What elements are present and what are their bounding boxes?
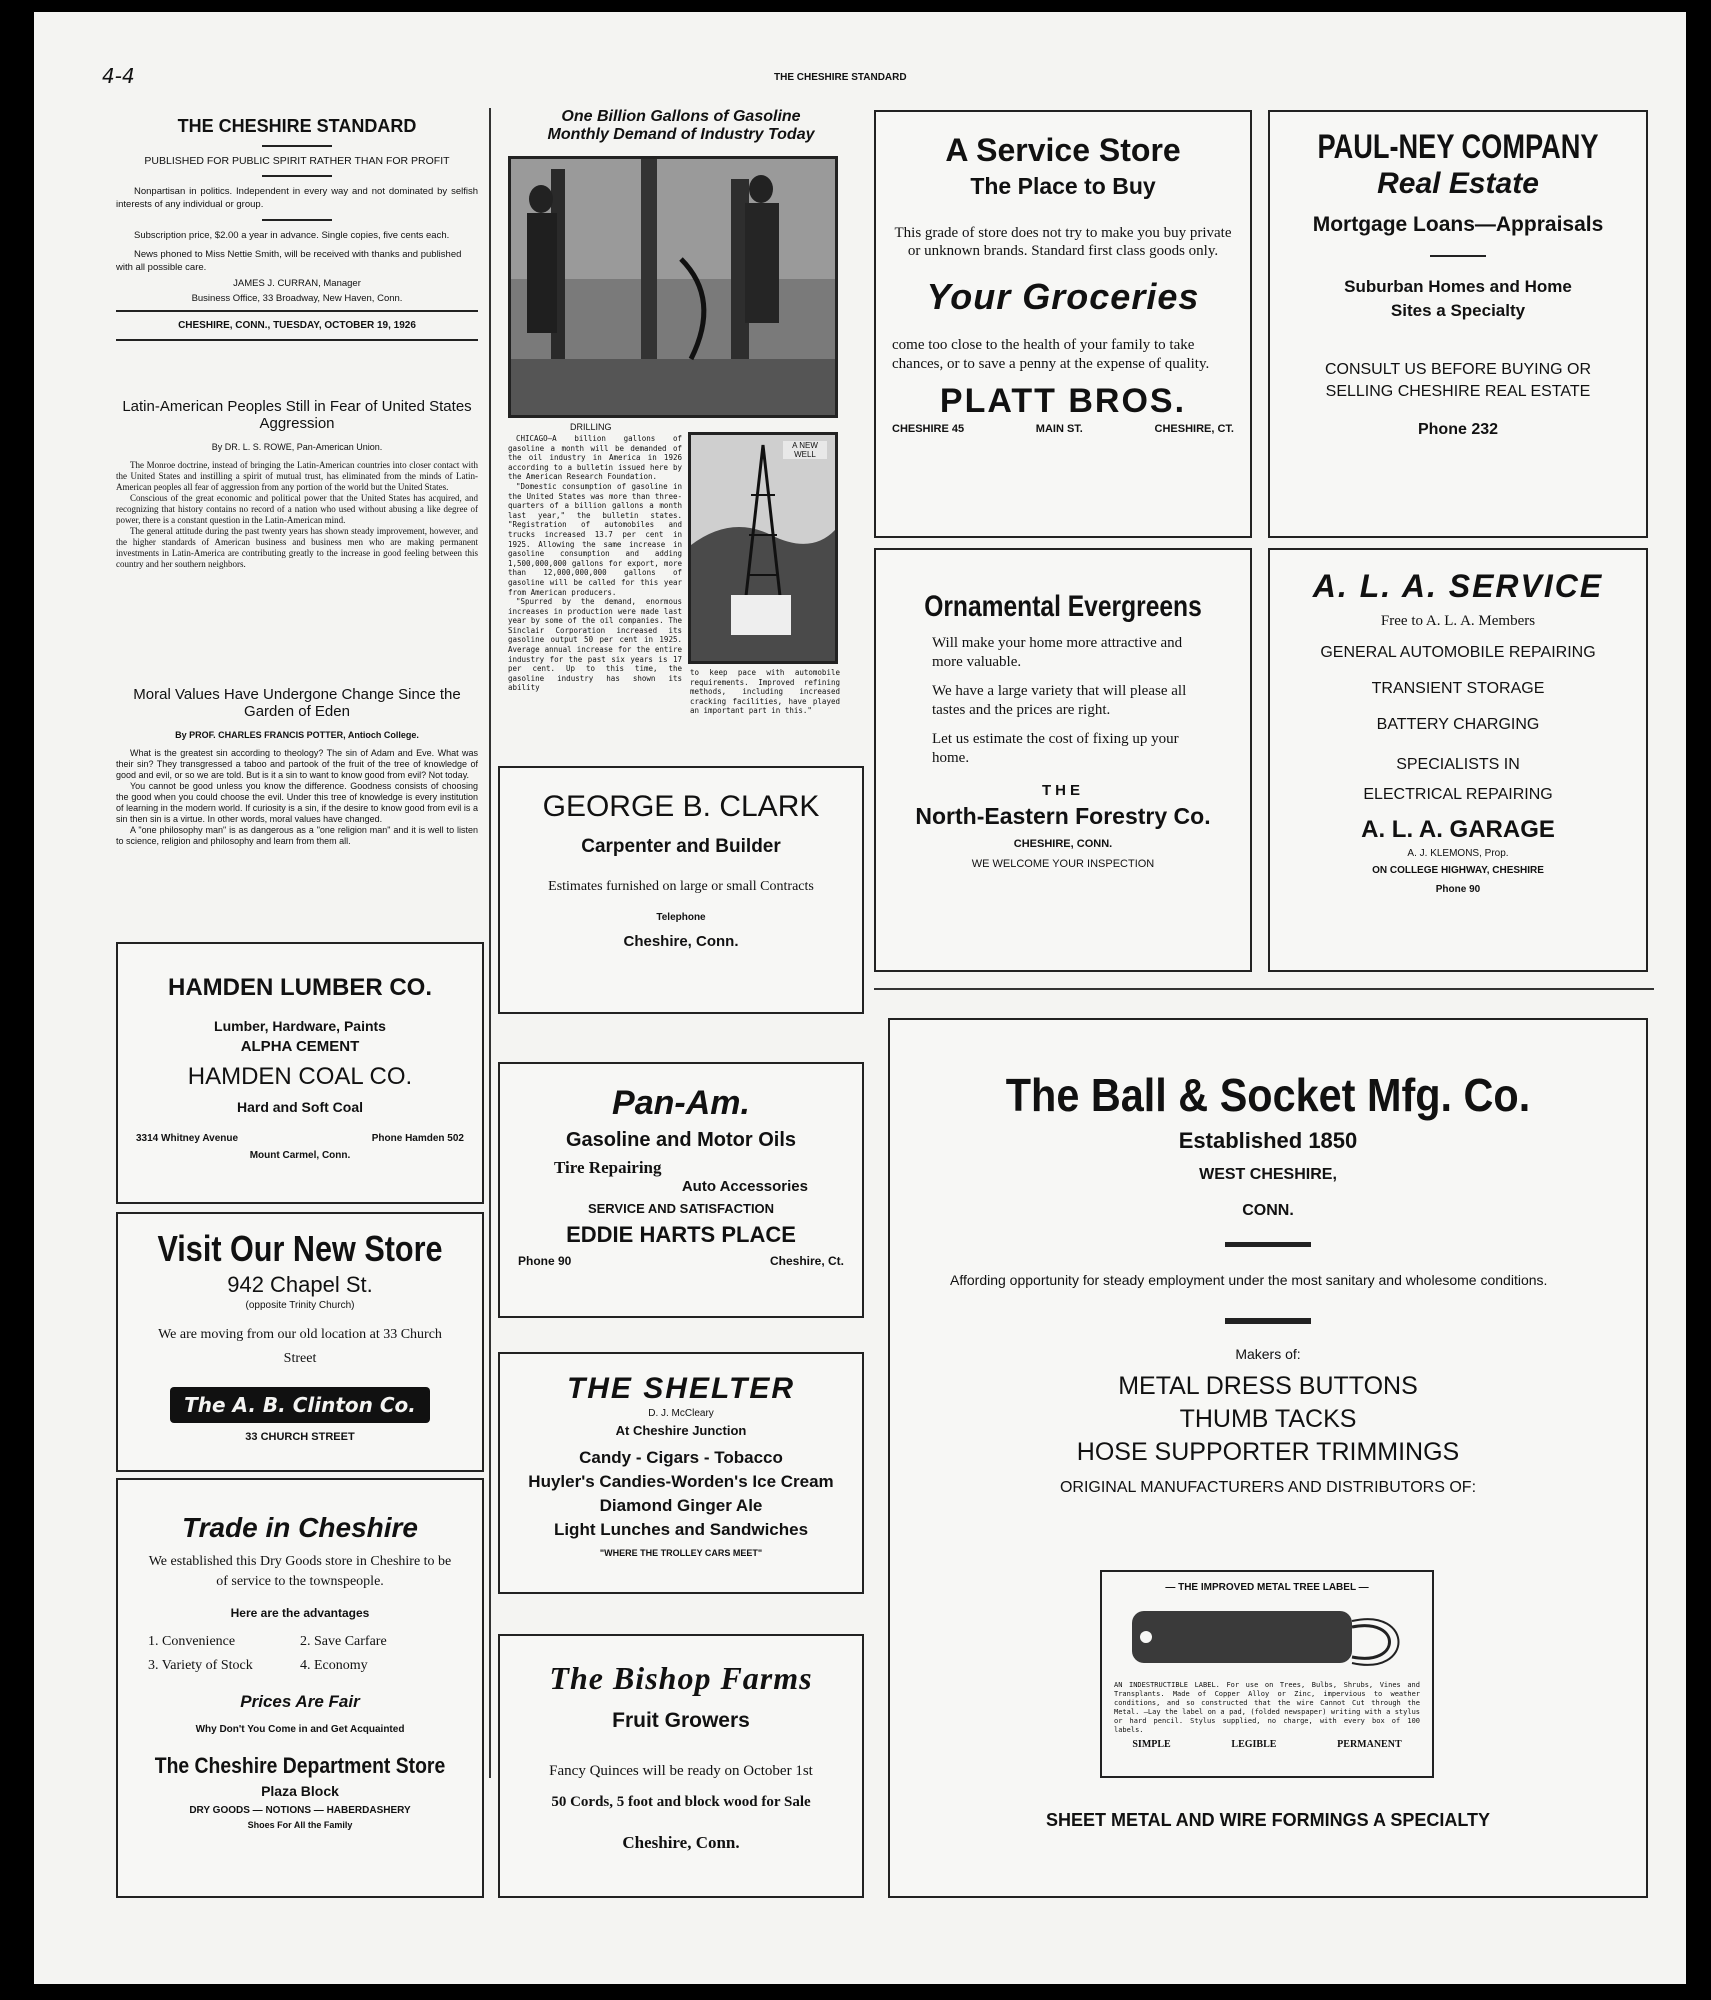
ad-title: A. L. A. SERVICE bbox=[1312, 568, 1604, 604]
article-body bbox=[508, 434, 682, 693]
ad-text: We established this Dry Goods store in Cheshire to be of service to the townspeople. bbox=[148, 1554, 452, 1589]
new-well-photo-image bbox=[691, 435, 835, 661]
ad-george-clark bbox=[498, 766, 864, 1014]
tree-label-icon bbox=[1102, 1597, 1432, 1677]
ad-company: North-Eastern Forestry Co. bbox=[915, 803, 1211, 829]
ad-title: The Bishop Farms bbox=[549, 1660, 813, 1696]
masthead-title: THE CHESHIRE STANDARD bbox=[177, 116, 417, 136]
newspaper-page bbox=[34, 12, 1686, 1984]
ad-address: 942 Chapel St. bbox=[227, 1272, 373, 1297]
article-byline: By PROF. CHARLES FRANCIS POTTER, Antioch College. bbox=[175, 730, 419, 740]
ad-text: Will make your home more attractive and more valuable. bbox=[932, 635, 1183, 670]
dateline: CHESHIRE, CONN., TUESDAY, OCTOBER 19, 1926 bbox=[178, 320, 416, 331]
ad-line: Established 1850 bbox=[1178, 1128, 1358, 1153]
article-moral-values bbox=[116, 686, 478, 847]
masthead-motto: PUBLISHED FOR PUBLIC SPIRIT RATHER THAN FOR PROFIT bbox=[144, 155, 450, 167]
ad-service-store bbox=[874, 110, 1252, 538]
ad-line: Plaza Block bbox=[261, 1783, 339, 1799]
article-byline: By DR. L. S. ROWE, Pan-American Union. bbox=[211, 442, 383, 452]
article-headline: Moral Values Have Undergone Change Since the Garden of Eden bbox=[133, 686, 461, 720]
ad-line: Huyler's Candies-Worden's Ice Cream bbox=[528, 1472, 834, 1491]
ad-town: CHESHIRE, CONN. bbox=[1013, 838, 1113, 850]
ad-address: 3314 Whitney Avenue bbox=[136, 1133, 239, 1144]
service-item: SPECIALISTS IN ELECTRICAL REPAIRING bbox=[1363, 756, 1553, 803]
ad-line: Hard and Soft Coal bbox=[236, 1099, 363, 1115]
article-paragraph: "Domestic consumption of gasoline in the United States was more than three-quarters of a billion gallons a month last year," the bulletin states. "Registration of automobiles and trucks increased 13.7 per cent in 1925. Allowing the same increase in gasoline consumption and adding 1,500,000,000 gallons for export, more than 12,000,000,000 gallons of gasoline will be called for this year from American producers. bbox=[508, 481, 682, 597]
ad-owner: D. J. McCleary bbox=[648, 1408, 714, 1419]
ad-line: WE WELCOME YOUR INSPECTION bbox=[971, 858, 1155, 870]
ad-title: THE SHELTER bbox=[566, 1372, 796, 1405]
drilling-photo-image bbox=[511, 159, 835, 415]
ad-line: DRY GOODS — NOTIONS — HABERDASHERY bbox=[189, 1805, 411, 1816]
ad-town: Mount Carmel, Conn. bbox=[249, 1150, 351, 1161]
drilling-photo bbox=[508, 156, 838, 418]
ad-footer: SHEET METAL AND WIRE FORMINGS A SPECIALTY bbox=[1045, 1810, 1490, 1830]
ad-title: Pan-Am. bbox=[612, 1084, 750, 1122]
ad-line: Why Don't You Come in and Get Acquainted bbox=[195, 1724, 405, 1735]
tree-label-box bbox=[1100, 1570, 1434, 1778]
ad-title: A Service Store bbox=[945, 132, 1181, 168]
ad-line: WEST CHESHIRE, bbox=[1199, 1166, 1337, 1183]
ad-town: Cheshire, Conn. bbox=[622, 1833, 740, 1852]
ad-text: This grade of store does not try to make you buy private or unknown brands. Standard first class goods only. bbox=[894, 225, 1232, 259]
divider bbox=[1225, 1242, 1311, 1247]
column-rule bbox=[489, 108, 491, 1778]
ad-phone: CHESHIRE 45 bbox=[892, 423, 965, 435]
divider bbox=[116, 339, 478, 341]
ad-line: CONSULT US BEFORE BUYING OR SELLING CHESHIRE REAL ESTATE bbox=[1324, 361, 1592, 400]
ad-text: We are moving from our old location at 33 Church Street bbox=[158, 1327, 442, 1366]
ad-phone: Phone 90 bbox=[518, 1254, 572, 1268]
label-word: SIMPLE bbox=[1132, 1739, 1171, 1750]
ad-line: THE bbox=[1042, 782, 1084, 799]
ad-line: Shoes For All the Family bbox=[247, 1820, 353, 1830]
office-address: Business Office, 33 Broadway, New Haven, Conn. bbox=[191, 293, 403, 304]
ad-line: Gasoline and Motor Oils bbox=[565, 1129, 797, 1151]
ad-line: At Cheshire Junction bbox=[615, 1423, 747, 1438]
ad-line: Candy - Cigars - Tobacco bbox=[579, 1448, 783, 1467]
ad-title: Visit Our New Store bbox=[157, 1228, 443, 1269]
ad-brand: PLATT BROS. bbox=[939, 382, 1187, 420]
label-word: PERMANENT bbox=[1337, 1739, 1402, 1750]
running-head: THE CHESHIRE STANDARD bbox=[774, 72, 907, 83]
photo-caption: A NEW WELL bbox=[783, 441, 827, 459]
ad-text: Let us estimate the cost of fixing up your home. bbox=[932, 731, 1179, 766]
ad-text: We have a large variety that will please all tastes and the prices are right. bbox=[932, 683, 1187, 718]
divider bbox=[116, 310, 478, 312]
article-paragraph: "Spurred by the demand, enormous increases in production were made last year by some of the oil companies. The Sinclair Corporation increased its gasoline output 50 per cent in 1925. Average annual increase for the entire industry for the past six years is 17 per cent. Up to this time, the gasoline industry has shown its ability bbox=[508, 597, 682, 693]
ad-street: MAIN ST. bbox=[1035, 423, 1083, 435]
ad-hamden-lumber bbox=[116, 942, 484, 1204]
article-headline: Latin-American Peoples Still in Fear of United States Aggression bbox=[122, 398, 472, 432]
ad-line: Diamond Ginger Ale bbox=[599, 1496, 763, 1515]
ad-street: 33 CHURCH STREET bbox=[245, 1431, 355, 1443]
article-headline: Monthly Demand of Industry Today bbox=[547, 126, 815, 143]
ad-phone: Phone Hamden 502 bbox=[371, 1133, 464, 1144]
ad-line: Light Lunches and Sandwiches bbox=[553, 1520, 809, 1539]
ad-line: ON COLLEGE HIGHWAY, CHESHIRE bbox=[1372, 865, 1544, 876]
article-paragraph: What is the greatest sin according to theology? The sin of Adam and Eve. What was their sin? They transgressed a taboo and partook of the fruit of the tree of knowledge of good and evil, or so we are told. But is it a sin to want to know good from evil? Not today. bbox=[116, 748, 478, 780]
service-item: TRANSIENT STORAGE bbox=[1371, 680, 1545, 697]
ad-title: PAUL-NEY COMPANY bbox=[1317, 128, 1599, 166]
article-paragraph: You cannot be good unless you know the difference. Goodness consists of choosing the good when you could choose the evil. Under this tree of knowledge is every institution of learning in the modern world. If curiosity is a sin, if the desire to know good from evil is a sin then sin is a virtue. In other words, moral values have changed. bbox=[116, 781, 478, 824]
article-headline: One Billion Gallons of Gasoline bbox=[561, 108, 801, 125]
ad-text: come too close to the health of your family to take chances, or to save a penny at the expense of quality. bbox=[892, 337, 1210, 372]
ad-line: Makers of: bbox=[1235, 1346, 1301, 1362]
divider bbox=[1225, 1318, 1311, 1324]
manager-name: JAMES J. CURRAN, Manager bbox=[233, 278, 361, 289]
product-item: THUMB TACKS bbox=[1179, 1405, 1357, 1433]
ad-line: Mortgage Loans—Appraisals bbox=[1312, 213, 1604, 236]
article-paragraph: The Monroe doctrine, instead of bringing the Latin-American countries into closer contact with the United States and instilling a spirit of mutual trust, has eliminated from the minds of Latin-American peoples all fear of aggression from any portion of the world but the United States. bbox=[116, 460, 478, 492]
photo-caption: DRILLING bbox=[570, 422, 612, 432]
ad-line: Tire Repairing bbox=[554, 1158, 662, 1177]
section-rule bbox=[874, 988, 1654, 990]
product-item: HOSE SUPPORTER TRIMMINGS bbox=[1076, 1438, 1460, 1466]
ad-town: Cheshire, Conn. bbox=[623, 933, 739, 950]
ad-garage: A. L. A. GARAGE bbox=[1361, 816, 1555, 843]
ad-town: CHESHIRE, CT. bbox=[1154, 423, 1234, 435]
article-latin-america bbox=[116, 398, 478, 570]
divider bbox=[262, 219, 332, 221]
advantage-item: 1. Convenience bbox=[148, 1634, 236, 1649]
ad-title: GEORGE B. CLARK bbox=[542, 790, 820, 823]
subscription-text: Subscription price, $2.00 a year in advance. Single copies, five cents each. bbox=[134, 230, 450, 241]
ad-paul-ney bbox=[1268, 110, 1648, 538]
label-word: LEGIBLE bbox=[1231, 1739, 1277, 1750]
article-paragraph: Conscious of the great economic and political power that the United States has acquired, and recognizing that history contains no record of a nation who used without abusing a like degree of power, there is a constant question in the Latin-American mind. bbox=[116, 493, 478, 525]
ad-line: CONN. bbox=[1242, 1202, 1294, 1219]
ad-pan-am bbox=[498, 1062, 864, 1318]
clinton-logo: The A. B. Clinton Co. bbox=[170, 1387, 430, 1423]
ad-line: ALPHA CEMENT bbox=[240, 1038, 360, 1055]
advantage-item: 2. Save Carfare bbox=[300, 1634, 387, 1649]
ad-subtitle: The Place to Buy bbox=[970, 173, 1156, 199]
article-paragraph: CHICAGO—A billion gallons of gasoline a month will be demanded of the oil industry in America in 1926 according to a bulletin issued here by the American Research Foundation. bbox=[508, 434, 682, 482]
advantage-item: 3. Variety of Stock bbox=[148, 1658, 253, 1673]
ad-trade-cheshire bbox=[116, 1478, 484, 1898]
ad-line: Telephone bbox=[656, 912, 706, 923]
ad-title: The Ball & Socket Mfg. Co. bbox=[1005, 1069, 1531, 1121]
tree-label-text: AN INDESTRUCTIBLE LABEL. For use on Trees, Bulbs, Shrubs, Vines and Transplants. Made of Copper Alloy or Zinc, impervious to weather conditions, and so constructed that the wire Cannot Cut through the Metal. —Lay the label on a pad, (folded newspaper) writing with a stylus or hard pencil. Stylus supplied, no charge, with every box of 100 labels. bbox=[1114, 1681, 1420, 1734]
ad-line: 50 Cords, 5 foot and block wood for Sale bbox=[551, 1794, 811, 1810]
ad-phone: Phone 90 bbox=[1435, 884, 1481, 895]
ad-bishop-farms bbox=[498, 1634, 864, 1898]
ad-slogan: "WHERE THE TROLLEY CARS MEET" bbox=[599, 1548, 763, 1558]
ad-subhead: Here are the advantages bbox=[230, 1606, 370, 1620]
tree-label-title: — THE IMPROVED METAL TREE LABEL — bbox=[1165, 1582, 1369, 1593]
ad-evergreens bbox=[874, 548, 1252, 972]
product-item: METAL DRESS BUTTONS bbox=[1118, 1372, 1418, 1400]
article-paragraph: The general attitude during the past twenty years has shown steady improvement, however, and the higher standards of American business and business men who are making permanent investments in Latin-America are contributing greatly to the increase in good feeling between this country and her southern neighbors. bbox=[116, 526, 478, 569]
ad-title: Trade in Cheshire bbox=[181, 1512, 418, 1543]
divider bbox=[262, 175, 332, 177]
masthead bbox=[116, 108, 478, 341]
ad-clinton bbox=[116, 1212, 484, 1472]
ad-line: Lumber, Hardware, Paints bbox=[214, 1018, 386, 1034]
folio-note: 4-4 bbox=[102, 64, 135, 88]
article-paragraph: A "one philosophy man" is as dangerous as a "one religion man" and it is well to listen to science, religion and philosophy and learn from them all. bbox=[116, 825, 478, 846]
divider bbox=[262, 145, 332, 147]
divider bbox=[1430, 255, 1486, 257]
ad-title: HAMDEN LUMBER CO. bbox=[168, 974, 432, 1001]
advantage-item: 4. Economy bbox=[300, 1658, 368, 1673]
ad-ala-service bbox=[1268, 548, 1648, 972]
article-paragraph: to keep pace with automobile requirements. Improved refining methods, including increased cracking facilities, have played an important part in this." bbox=[690, 668, 840, 716]
ad-subtitle: Fruit Growers bbox=[612, 1709, 750, 1732]
news-text: News phoned to Miss Nettie Smith, will be received with thanks and published with all possible care. bbox=[116, 249, 462, 273]
ad-line: ORIGINAL MANUFACTURERS AND DISTRIBUTORS OF: bbox=[1059, 1479, 1477, 1496]
ad-line: A. J. KLEMONS, Prop. bbox=[1407, 848, 1509, 859]
ad-text: Affording opportunity for steady employment under the most sanitary and wholesome conditions. bbox=[950, 1272, 1548, 1288]
policy-text: Nonpartisan in politics. Independent in every way and not dominated by selfish interests of any individual or group. bbox=[116, 186, 478, 210]
ad-line: Carpenter and Builder bbox=[581, 836, 781, 857]
ad-line: SERVICE AND SATISFACTION bbox=[587, 1201, 775, 1216]
ad-line: Auto Accessories bbox=[681, 1178, 808, 1195]
ad-store-name: The Cheshire Department Store bbox=[154, 1753, 446, 1778]
ad-place: EDDIE HARTS PLACE bbox=[566, 1222, 796, 1247]
ad-text: Estimates furnished on large or small Contracts bbox=[548, 879, 814, 894]
ad-line: Suburban Homes and Home Sites a Specialty bbox=[1344, 277, 1572, 320]
ad-line: Fancy Quinces will be ready on October 1st bbox=[549, 1763, 813, 1779]
ad-title: HAMDEN COAL CO. bbox=[187, 1063, 413, 1090]
ad-title: Ornamental Evergreens bbox=[924, 590, 1202, 623]
service-item: GENERAL AUTOMOBILE REPAIRING bbox=[1320, 644, 1596, 661]
new-well-photo bbox=[688, 432, 838, 664]
service-item: BATTERY CHARGING bbox=[1376, 716, 1540, 733]
article-gasoline bbox=[500, 108, 862, 753]
ad-line: Free to A. L. A. Members bbox=[1380, 613, 1536, 629]
ad-ball-socket bbox=[888, 1018, 1648, 1898]
ad-subtitle: Real Estate bbox=[1377, 167, 1539, 200]
ad-town: Cheshire, Ct. bbox=[769, 1254, 844, 1268]
ad-headline: Your Groceries bbox=[926, 276, 1200, 317]
ad-slogan: Prices Are Fair bbox=[240, 1692, 360, 1711]
ad-shelter bbox=[498, 1352, 864, 1594]
ad-phone: Phone 232 bbox=[1417, 421, 1499, 438]
ad-note: (opposite Trinity Church) bbox=[245, 1300, 355, 1311]
